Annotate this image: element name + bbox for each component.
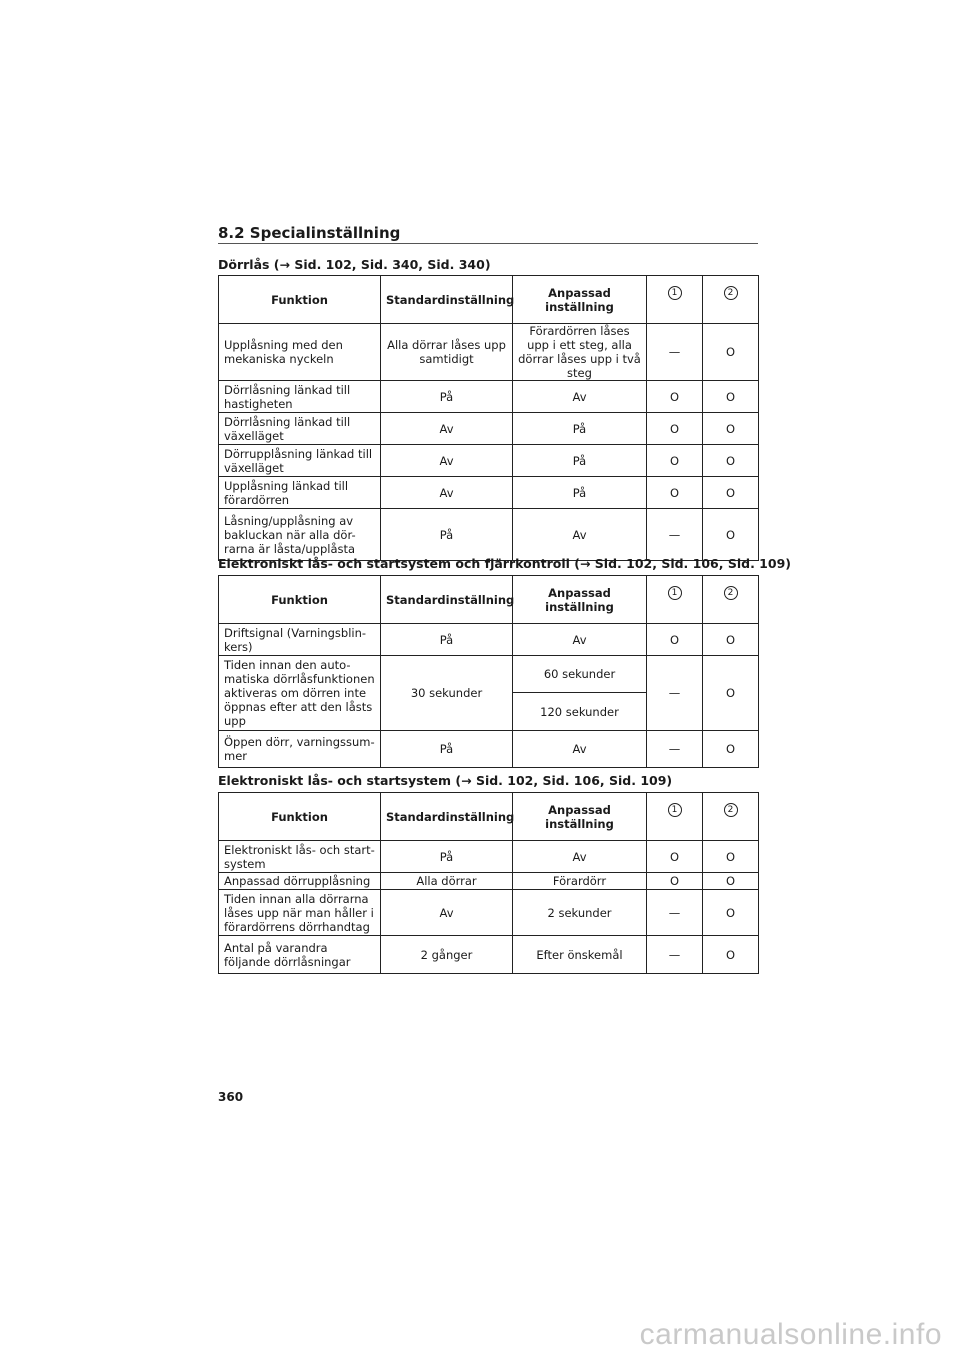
header-custom-setting: Anpassad inställning (513, 276, 647, 324)
circled-number-1: 1 (668, 586, 682, 600)
default-cell: Alla dörrar (381, 873, 513, 890)
header-default-setting: Standardinställning (381, 793, 513, 841)
table-header-row (219, 793, 759, 841)
method-1-cell: — (647, 731, 703, 768)
table-row (219, 381, 759, 413)
header-function: Funktion (219, 793, 381, 841)
method-1-cell: O (647, 413, 703, 445)
header-method-2 (703, 576, 759, 624)
table-row (219, 656, 759, 693)
table-header-row (219, 276, 759, 324)
header-method-1 (647, 276, 703, 324)
table-row (219, 477, 759, 509)
circled-number-2: 2 (724, 803, 738, 817)
circled-number-2: 2 (724, 586, 738, 600)
table-row (219, 509, 759, 561)
method-2-cell: O (703, 890, 759, 936)
function-cell: Anpassad dörrupplåsning (219, 873, 381, 890)
default-cell: På (381, 624, 513, 656)
default-cell: Av (381, 413, 513, 445)
method-2-cell: O (703, 841, 759, 873)
method-2-cell: O (703, 509, 759, 561)
method-2-cell: O (703, 477, 759, 509)
custom-cell: Efter önskemål (513, 936, 647, 974)
function-cell: Tiden innan den auto-matiska dörrlåsfunktionen aktiveras om dörren inte öppnas efter att den låsts upp (219, 656, 381, 731)
header-method-2 (703, 276, 759, 324)
function-cell: Dörrlåsning länkad till växelläget (219, 413, 381, 445)
function-cell: Öppen dörr, varningssum-mer (219, 731, 381, 768)
method-2-cell: O (703, 731, 759, 768)
custom-cell: Av (513, 509, 647, 561)
table-row (219, 936, 759, 974)
function-cell: Dörrlåsning länkad till hastigheten (219, 381, 381, 413)
header-function: Funktion (219, 576, 381, 624)
method-1-cell: O (647, 445, 703, 477)
circled-number-2: 2 (724, 286, 738, 300)
watermark-text: carmanualsonline.info (639, 1318, 942, 1351)
page-number: 360 (218, 1090, 244, 1104)
method-2-cell: O (703, 381, 759, 413)
circled-number-1: 1 (668, 286, 682, 300)
custom-cell: På (513, 413, 647, 445)
method-2-cell: O (703, 413, 759, 445)
custom-cell: Av (513, 624, 647, 656)
method-1-cell: — (647, 936, 703, 974)
table-header-row (219, 576, 759, 624)
function-cell: Upplåsning länkad till förardörren (219, 477, 381, 509)
table-row (219, 445, 759, 477)
default-cell: Alla dörrar låses upp samtidigt (381, 324, 513, 381)
method-1-cell: O (647, 624, 703, 656)
custom-cell: Förardörren låses upp i ett steg, alla dörrar låses upp i två steg (513, 324, 647, 381)
default-cell: Av (381, 445, 513, 477)
function-cell: Antal på varandra följande dörrlåsningar (219, 936, 381, 974)
section-title: 8.2 Specialinställning (218, 224, 401, 242)
function-cell: Dörrupplåsning länkad till växelläget (219, 445, 381, 477)
default-cell: På (381, 509, 513, 561)
table-row (219, 841, 759, 873)
table-caption-door-locks: Dörrlås (→ Sid. 102, Sid. 340, Sid. 340) (218, 257, 491, 272)
method-1-cell: O (647, 477, 703, 509)
default-cell: 2 gånger (381, 936, 513, 974)
custom-cell: Förardörr (513, 873, 647, 890)
function-cell: Driftsignal (Varningsblin-kers) (219, 624, 381, 656)
table-row (219, 413, 759, 445)
section-divider (218, 243, 758, 244)
default-cell: På (381, 381, 513, 413)
method-2-cell: O (703, 624, 759, 656)
custom-cell: 2 sekunder (513, 890, 647, 936)
custom-cell: Av (513, 841, 647, 873)
smart-entry-remote-table (218, 575, 759, 768)
default-cell: 30 sekunder (381, 656, 513, 731)
table-row (219, 324, 759, 381)
table-row (219, 731, 759, 768)
header-method-1 (647, 576, 703, 624)
method-2-cell: O (703, 445, 759, 477)
method-1-cell: O (647, 841, 703, 873)
table-caption-smart-entry: Elektroniskt lås- och startsystem (→ Sid. 102, Sid. 106, Sid. 109) (218, 773, 673, 788)
custom-cell: Av (513, 731, 647, 768)
table-row (219, 873, 759, 890)
default-cell: Av (381, 890, 513, 936)
header-method-2 (703, 793, 759, 841)
header-custom-setting: Anpassad inställning (513, 793, 647, 841)
header-function: Funktion (219, 276, 381, 324)
custom-cell: Av (513, 381, 647, 413)
function-cell: Tiden innan alla dörrarna låses upp när man håller i förardörrens dörrhandtag (219, 890, 381, 936)
function-cell: Låsning/upplåsning av bakluckan när alla dör-rarna är låsta/upplåsta (219, 509, 381, 561)
method-2-cell: O (703, 873, 759, 890)
custom-cell: På (513, 477, 647, 509)
table-row (219, 890, 759, 936)
function-cell: Upplåsning med den mekaniska nyckeln (219, 324, 381, 381)
function-cell: Elektroniskt lås- och start-system (219, 841, 381, 873)
smart-entry-table (218, 792, 759, 974)
method-1-cell: — (647, 509, 703, 561)
header-default-setting: Standardinställning (381, 276, 513, 324)
default-cell: På (381, 841, 513, 873)
method-2-cell: O (703, 656, 759, 731)
door-lock-settings-table (218, 275, 759, 561)
custom-cell: 60 sekunder (513, 656, 647, 693)
header-method-1 (647, 793, 703, 841)
default-cell: Av (381, 477, 513, 509)
circled-number-1: 1 (668, 803, 682, 817)
table-row (219, 624, 759, 656)
default-cell: På (381, 731, 513, 768)
method-2-cell: O (703, 324, 759, 381)
method-2-cell: O (703, 936, 759, 974)
custom-cell: På (513, 445, 647, 477)
header-default-setting: Standardinställning (381, 576, 513, 624)
method-1-cell: — (647, 890, 703, 936)
header-custom-setting: Anpassad inställning (513, 576, 647, 624)
table-caption-smart-entry-remote: Elektroniskt lås- och startsystem och fjärrkontroll (→ Sid. 102, Sid. 106, Sid. 109) (218, 556, 791, 571)
method-1-cell: O (647, 873, 703, 890)
custom-cell: 120 sekunder (513, 693, 647, 731)
method-1-cell: — (647, 324, 703, 381)
method-1-cell: O (647, 381, 703, 413)
method-1-cell: — (647, 656, 703, 731)
